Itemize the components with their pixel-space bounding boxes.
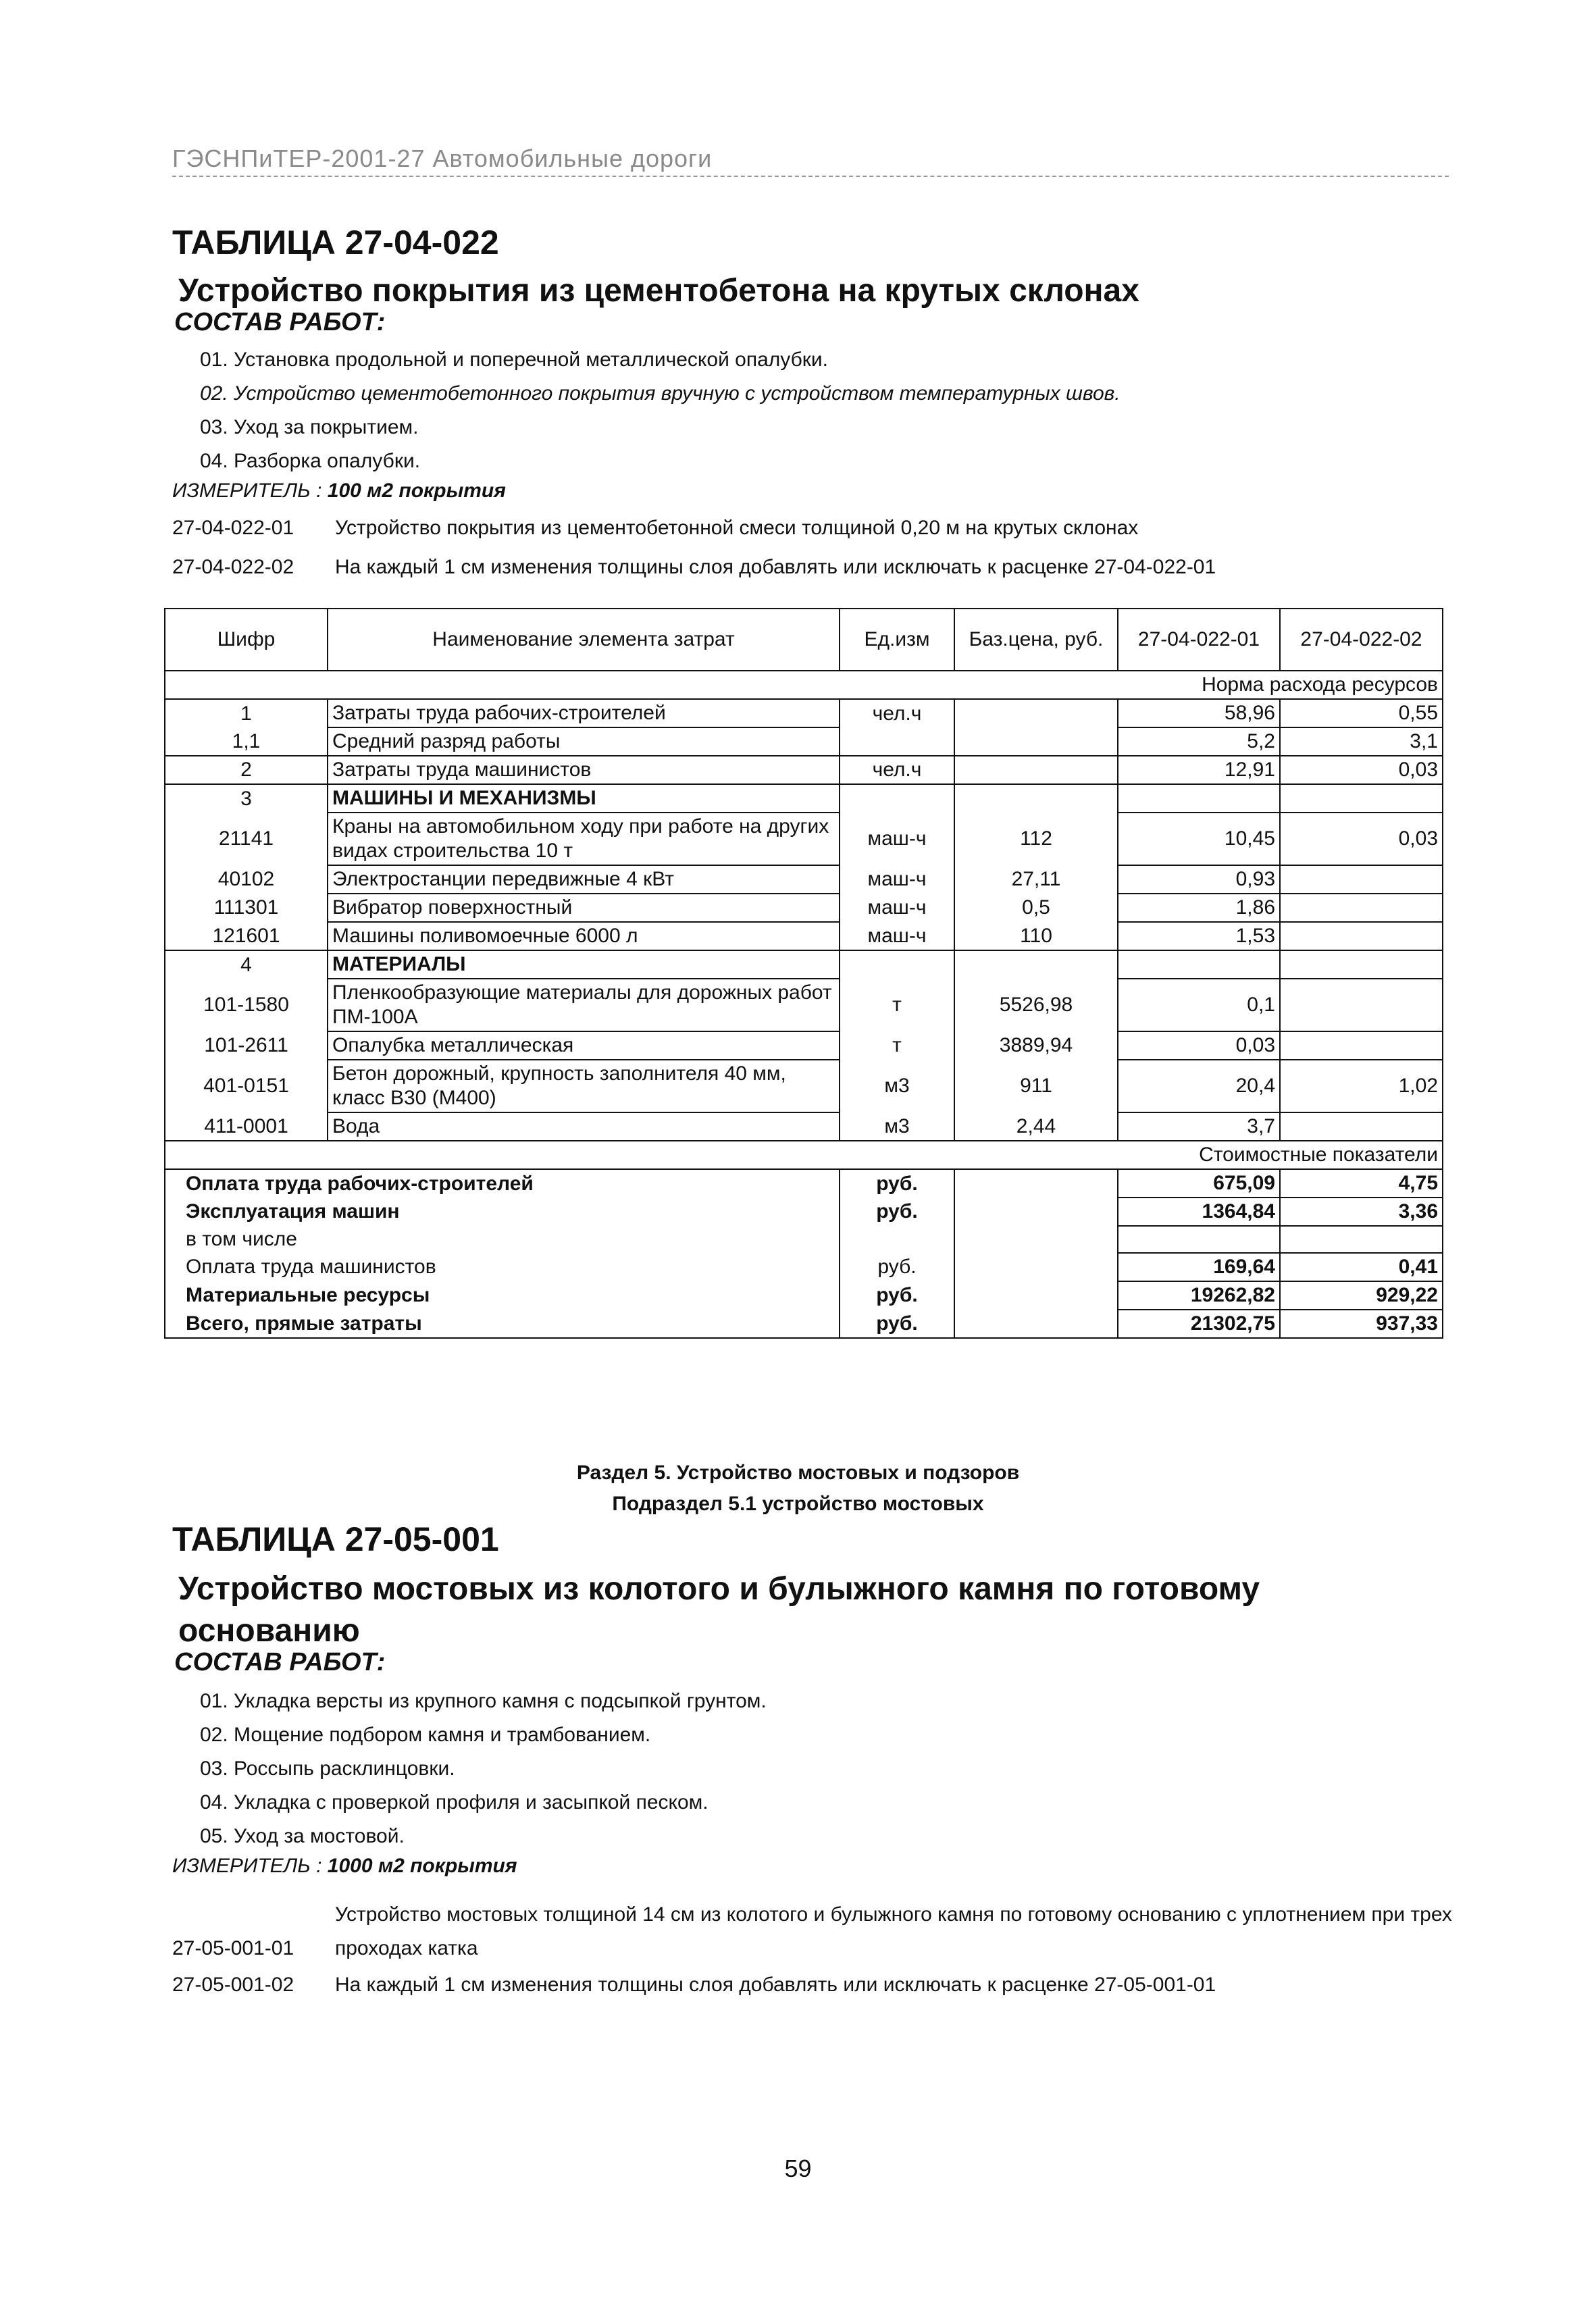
cell-code: 411-0001 [165, 1112, 328, 1141]
cell-rate2 [1280, 1112, 1443, 1141]
rate-code: 27-05-001-02 [172, 1974, 294, 1996]
cell-unit: маш-ч [840, 894, 954, 922]
cell-unit [840, 950, 954, 979]
total-name: Эксплуатация машин [165, 1198, 840, 1226]
table1-rates [172, 509, 1216, 587]
totals-row [165, 1281, 1443, 1310]
total-price [954, 1253, 1118, 1281]
table2-subtitle: Устройство мостовых из колотого и булыжного камня по готовому основанию [178, 1571, 1260, 1649]
cell-unit: м3 [840, 1060, 954, 1112]
cell-rate2: 0,55 [1280, 699, 1443, 727]
resources-table [164, 608, 1443, 1339]
work-step: 05. Уход за мостовой. [200, 1825, 405, 1847]
total-rate1: 675,09 [1118, 1169, 1280, 1198]
cell-unit: т [840, 1031, 954, 1060]
cell-code: 3 [165, 784, 328, 813]
cell-rate2: 1,02 [1280, 1060, 1443, 1112]
subsection-title: Подраздел 5.1 устройство мостовых [612, 1493, 984, 1515]
cell-name: МАШИНЫ И МЕХАНИЗМЫ [328, 784, 840, 813]
total-rate1: 169,64 [1118, 1253, 1280, 1281]
total-rate2: 4,75 [1280, 1169, 1443, 1198]
cell-code: 121601 [165, 922, 328, 950]
total-price [954, 1169, 1118, 1198]
cell-price [954, 699, 1118, 727]
cell-code: 1 [165, 699, 328, 727]
cell-rate1: 5,2 [1118, 727, 1280, 756]
total-unit: руб. [840, 1253, 954, 1281]
table-row [165, 699, 1443, 727]
cell-code: 101-2611 [165, 1031, 328, 1060]
cell-name: Машины поливомоечные 6000 л [328, 922, 840, 950]
total-unit: руб. [840, 1198, 954, 1226]
rate-code: 27-05-001-01 [172, 1937, 294, 1959]
rate-code: 27-04-022-02 [172, 556, 294, 578]
measurer-label: ИЗМЕРИТЕЛЬ : [172, 1855, 322, 1877]
cell-rate1 [1118, 784, 1280, 813]
cell-price: 5526,98 [954, 979, 1118, 1031]
cell-unit [840, 784, 954, 813]
cell-price: 2,44 [954, 1112, 1118, 1141]
rate-desc: Устройство покрытия из цементобетонной смеси толщиной 0,20 м на крутых склонах [335, 517, 1139, 539]
cell-name: Вибратор поверхностный [328, 894, 840, 922]
table-row [165, 1031, 1443, 1060]
cell-rate2 [1280, 1031, 1443, 1060]
section-title: Раздел 5. Устройство мостовых и подзоров [576, 1462, 1020, 1484]
cell-price [954, 784, 1118, 813]
table2-measurer [172, 1855, 517, 1878]
page-number: 59 [784, 2155, 812, 2182]
table-row [165, 1060, 1443, 1112]
work-step: 04. Укладка с проверкой профиля и засыпкой песком. [200, 1791, 709, 1814]
cell-unit: маш-ч [840, 865, 954, 894]
rate-desc: На каждый 1 см изменения толщины слоя добавлять или исключать к расценке 27-05-001-01 [335, 1974, 1216, 1996]
cell-name: Средний разряд работы [328, 727, 840, 756]
cell-rate2 [1280, 894, 1443, 922]
total-rate1: 19262,82 [1118, 1281, 1280, 1310]
total-unit: руб. [840, 1310, 954, 1338]
col-header-code: Шифр [165, 609, 328, 671]
cell-rate2: 0,03 [1280, 756, 1443, 784]
table1-sostav-label: СОСТАВ РАБОТ: [174, 308, 386, 336]
table-header-row [165, 609, 1443, 671]
totals-row [165, 1226, 1443, 1253]
work-step: 02. Мощение подбором камня и трамбованием. [200, 1724, 651, 1746]
cell-code: 111301 [165, 894, 328, 922]
total-name: Всего, прямые затраты [165, 1310, 840, 1338]
cell-unit: чел.ч [840, 699, 954, 727]
section-heading [0, 1458, 1596, 1520]
cell-name: Затраты труда машинистов [328, 756, 840, 784]
norm-label-row [165, 671, 1443, 699]
cell-unit: маш-ч [840, 922, 954, 950]
table1-steps [200, 343, 1121, 478]
measurer-value: 1000 м2 покрытия [327, 1855, 517, 1877]
table-row [165, 950, 1443, 979]
cell-rate1: 0,1 [1118, 979, 1280, 1031]
cell-price: 3889,94 [954, 1031, 1118, 1060]
cell-code: 101-1580 [165, 979, 328, 1031]
cell-price: 0,5 [954, 894, 1118, 922]
rate-row [172, 1898, 1456, 1965]
cell-name: Электростанции передвижные 4 кВт [328, 865, 840, 894]
cell-code: 401-0151 [165, 1060, 328, 1112]
cell-code: 1,1 [165, 727, 328, 756]
cost-label: Стоимостные показатели [165, 1141, 1443, 1169]
cell-price [954, 756, 1118, 784]
table-row [165, 813, 1443, 865]
total-price [954, 1198, 1118, 1226]
cell-rate1 [1118, 950, 1280, 979]
cell-price: 911 [954, 1060, 1118, 1112]
rate-desc: Устройство мостовых толщиной 14 см из колотого и булыжного камня по готовому основанию с уплотнением при трех проходах катка [335, 1903, 1452, 1959]
col-header-price: Баз.цена, руб. [954, 609, 1118, 671]
cell-code: 21141 [165, 813, 328, 865]
cell-rate1: 1,53 [1118, 922, 1280, 950]
total-rate2: 0,41 [1280, 1253, 1443, 1281]
table-row [165, 979, 1443, 1031]
cell-unit: м3 [840, 1112, 954, 1141]
total-rate2: 3,36 [1280, 1198, 1443, 1226]
total-price [954, 1281, 1118, 1310]
table1-measurer [172, 480, 506, 503]
cell-rate2 [1280, 784, 1443, 813]
norm-label: Норма расхода ресурсов [165, 671, 1443, 699]
work-step: 04. Разборка опалубки. [200, 450, 421, 472]
total-unit [840, 1226, 954, 1253]
totals-row [165, 1253, 1443, 1281]
rate-row [172, 1968, 1456, 2002]
total-price [954, 1310, 1118, 1338]
total-rate2: 929,22 [1280, 1281, 1443, 1310]
total-rate2: 937,33 [1280, 1310, 1443, 1338]
cell-rate1: 58,96 [1118, 699, 1280, 727]
cell-rate1: 12,91 [1118, 756, 1280, 784]
total-unit: руб. [840, 1169, 954, 1198]
cell-unit: т [840, 979, 954, 1031]
cell-name: Бетон дорожный, крупность заполнителя 40 мм, класс В30 (М400) [328, 1060, 840, 1112]
cell-rate2 [1280, 865, 1443, 894]
table2-title: ТАБЛИЦА 27-05-001 [172, 1520, 499, 1558]
total-price [954, 1226, 1118, 1253]
cell-name: Краны на автомобильном ходу при работе на других видах строительства 10 т [328, 813, 840, 865]
rate-desc: На каждый 1 см изменения толщины слоя добавлять или исключать к расценке 27-04-022-01 [335, 556, 1216, 578]
table-row [165, 784, 1443, 813]
table1-title: ТАБЛИЦА 27-04-022 [172, 224, 499, 261]
cell-price: 112 [954, 813, 1118, 865]
work-step: 01. Установка продольной и поперечной металлической опалубки. [200, 349, 829, 371]
cell-unit [840, 727, 954, 756]
rate-row [172, 548, 1216, 587]
rate-row [172, 509, 1216, 548]
cell-rate2 [1280, 922, 1443, 950]
measurer-value: 100 м2 покрытия [327, 480, 506, 502]
cell-rate1: 0,03 [1118, 1031, 1280, 1060]
cell-rate1: 3,7 [1118, 1112, 1280, 1141]
table2-rates [172, 1898, 1456, 2002]
cell-name: Вода [328, 1112, 840, 1141]
cell-rate1: 10,45 [1118, 813, 1280, 865]
work-step: 03. Россыпь расклинцовки. [200, 1757, 455, 1780]
total-name: Оплата труда рабочих-строителей [165, 1169, 840, 1198]
total-rate1: 1364,84 [1118, 1198, 1280, 1226]
measurer-label: ИЗМЕРИТЕЛЬ : [172, 480, 322, 502]
cell-name: МАТЕРИАЛЫ [328, 950, 840, 979]
cell-rate1: 1,86 [1118, 894, 1280, 922]
cell-price: 110 [954, 922, 1118, 950]
cell-rate1: 0,93 [1118, 865, 1280, 894]
total-name: Материальные ресурсы [165, 1281, 840, 1310]
col-header-unit: Ед.изм [840, 609, 954, 671]
cell-unit: маш-ч [840, 813, 954, 865]
table-row [165, 865, 1443, 894]
cell-code: 40102 [165, 865, 328, 894]
totals-row [165, 1198, 1443, 1226]
total-rate1 [1118, 1226, 1280, 1253]
cell-price [954, 727, 1118, 756]
table2-steps [200, 1685, 767, 1853]
total-rate2 [1280, 1226, 1443, 1253]
col-header-name: Наименование элемента затрат [328, 609, 840, 671]
cell-price: 27,11 [954, 865, 1118, 894]
table1-subtitle: Устройство покрытия из цементобетона на крутых склонах [178, 273, 1139, 309]
work-step: 02. Устройство цементобетонного покрытия вручную с устройством температурных швов. [200, 382, 1121, 405]
cell-name: Затраты труда рабочих-строителей [328, 699, 840, 727]
totals-row [165, 1310, 1443, 1338]
table-row [165, 894, 1443, 922]
rate-code: 27-04-022-01 [172, 517, 294, 539]
total-unit: руб. [840, 1281, 954, 1310]
cost-label-row [165, 1141, 1443, 1169]
cell-rate2 [1280, 950, 1443, 979]
cell-rate1: 20,4 [1118, 1060, 1280, 1112]
cell-price [954, 950, 1118, 979]
cell-rate2: 3,1 [1280, 727, 1443, 756]
cell-code: 4 [165, 950, 328, 979]
cell-code: 2 [165, 756, 328, 784]
table-row [165, 922, 1443, 950]
work-step: 01. Укладка версты из крупного камня с подсыпкой грунтом. [200, 1690, 767, 1712]
running-header: ГЭСНПиТЕР-2001-27 Автомобильные дороги [172, 145, 1449, 177]
col-header-rate1: 27-04-022-01 [1118, 609, 1280, 671]
cell-rate2 [1280, 979, 1443, 1031]
cell-name: Опалубка металлическая [328, 1031, 840, 1060]
cell-rate2: 0,03 [1280, 813, 1443, 865]
totals-row [165, 1169, 1443, 1198]
col-header-rate2: 27-04-022-02 [1280, 609, 1443, 671]
cell-unit: чел.ч [840, 756, 954, 784]
table2-sostav-label: СОСТАВ РАБОТ: [174, 1648, 386, 1676]
table-row [165, 756, 1443, 784]
total-rate1: 21302,75 [1118, 1310, 1280, 1338]
work-step: 03. Уход за покрытием. [200, 416, 419, 438]
table-row [165, 727, 1443, 756]
table-row [165, 1112, 1443, 1141]
cell-name: Пленкообразующие материалы для дорожных работ ПМ-100А [328, 979, 840, 1031]
total-name: Оплата труда машинистов [165, 1253, 840, 1281]
total-name: в том числе [165, 1226, 840, 1253]
